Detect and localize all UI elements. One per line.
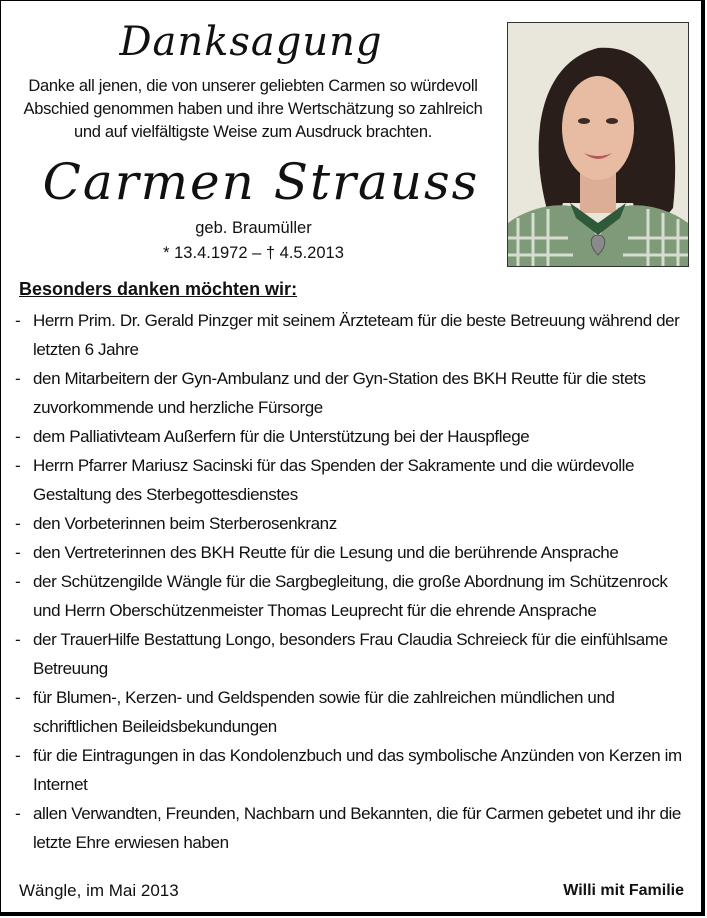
list-item	[15, 306, 687, 364]
deceased-name: Carmen Strauss	[42, 153, 480, 211]
dash-bullet: -	[15, 369, 21, 388]
notice-title: Danksagung	[119, 19, 383, 65]
life-dates: * 13.4.1972 – † 4.5.2013	[163, 244, 344, 262]
list-item-text: den Vertreterinnen des BKH Reutte für die Lesung und die berührende Ansprache	[33, 543, 619, 562]
dash-bullet: -	[15, 746, 21, 765]
list-item-text: der Schützengilde Wängle für die Sargbegleitung, die große Abordnung im Schützenrock und Herrn Oberschützenmeister Thomas Leuprecht für die ehrende Ansprache	[33, 572, 668, 620]
list-item-text: dem Palliativteam Außerfern für die Unterstützung bei der Hauspflege	[33, 427, 530, 446]
list-item	[15, 567, 687, 625]
list-item	[15, 364, 687, 422]
list-item-text: für Blumen-, Kerzen- und Geldspenden sowie für die zahlreichen mündlichen und schriftlichen Beileidsbekundungen	[33, 688, 615, 736]
list-item-text: Herrn Pfarrer Mariusz Sacinski für das Spenden der Sakramente und die würdevolle Gestaltung des Sterbegottesdienstes	[33, 456, 635, 504]
list-item	[15, 422, 687, 451]
birth-name: geb. Braumüller	[195, 219, 312, 237]
thanks-list	[15, 306, 687, 857]
list-item-text: den Mitarbeitern der Gyn-Ambulanz und der Gyn-Station des BKH Reutte für die stets zuvorkommende und herzliche Fürsorge	[33, 369, 646, 417]
list-item	[15, 451, 687, 509]
dash-bullet: -	[15, 688, 21, 707]
section-heading: Besonders danken möchten wir:	[19, 279, 298, 299]
list-item	[15, 741, 687, 799]
list-item	[15, 509, 687, 538]
place-date: Wängle, im Mai 2013	[19, 881, 179, 900]
list-item	[15, 538, 687, 567]
dash-bullet: -	[15, 514, 21, 533]
list-item-text: Herrn Prim. Dr. Gerald Pinzger mit seinem Ärzteteam für die beste Betreuung während der letzten 6 Jahre	[33, 311, 680, 359]
list-item	[15, 799, 687, 857]
list-item	[15, 683, 687, 741]
dash-bullet: -	[15, 572, 21, 591]
dash-bullet: -	[15, 456, 21, 475]
list-item	[15, 625, 687, 683]
list-item-text: allen Verwandten, Freunden, Nachbarn und Bekannten, die für Carmen gebetet und ihr die letzte Ehre erwiesen haben	[33, 804, 681, 852]
portrait-photo	[507, 22, 689, 267]
signature: Willi mit Familie	[563, 882, 684, 899]
dash-bullet: -	[15, 804, 21, 823]
portrait-illustration	[508, 23, 688, 266]
dash-bullet: -	[15, 311, 21, 330]
thanks-text: Danke all jenen, die von unserer geliebten Carmen so würdevoll Abschied genommen haben und ihre Wertschätzung so zahlreich und auf vielfältigste Weise zum Ausdruck brachten.	[23, 77, 483, 141]
dash-bullet: -	[15, 427, 21, 446]
list-item-text: den Vorbeterinnen beim Sterberosenkranz	[33, 514, 337, 533]
dash-bullet: -	[15, 630, 21, 649]
list-item-text: der TrauerHilfe Bestattung Longo, besonders Frau Claudia Schreieck für die einfühlsame Betreuung	[33, 630, 668, 678]
dash-bullet: -	[15, 543, 21, 562]
list-item-text: für die Eintragungen in das Kondolenzbuch und das symbolische Anzünden von Kerzen im Internet	[33, 746, 682, 794]
